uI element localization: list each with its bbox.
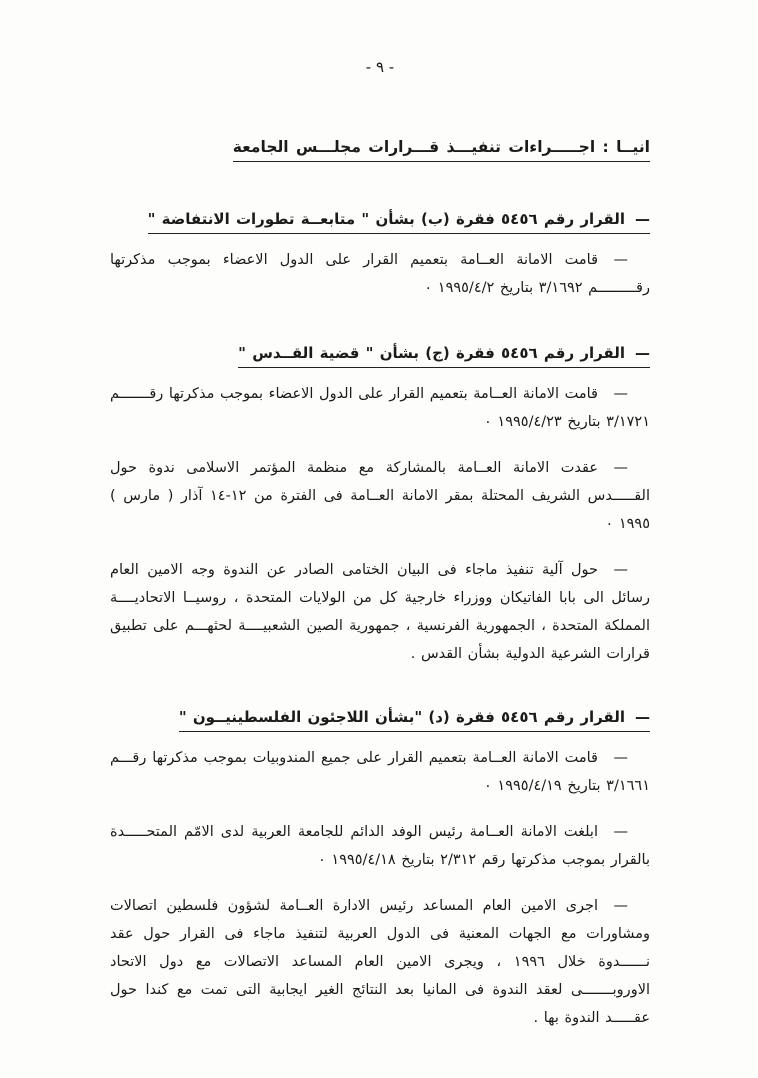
paragraph-item <box>110 246 650 302</box>
decision-title-text: القرار رقم ٥٤٥٦ فقرة (ب) بشأن " متابعــة تطورات الانتفاضة " <box>147 210 625 228</box>
title-dash-marker: — <box>635 344 650 362</box>
decision-title-row <box>110 210 650 228</box>
decision-title-row <box>110 708 650 726</box>
item-dash-marker: — <box>613 750 628 766</box>
decision-title-text: القرار رقم ٥٤٥٦ فقرة (ج) بشأن " قضية القــدس " <box>238 344 625 362</box>
item-dash-marker: — <box>613 898 628 914</box>
decision-section-b <box>110 210 650 302</box>
item-text: قامت الامانة العــامة بتعميم القرار على الدول الاعضاء بموجب مذكرتها رقـــــــم ٣/١٧٢١ بتاريخ ١٩٩٥/٤/٢٣ ٠ <box>109 386 650 430</box>
item-dash-marker: — <box>613 562 628 578</box>
item-text: قامت الامانة العــامة بتعميم القرار على الدول الاعضاء بموجب مذكرتها رقـــــــــم ٣/١٦٩٢ بتاريخ ١٩٩٥/٤/٢ ٠ <box>110 252 650 296</box>
decision-title-underline <box>179 708 650 732</box>
title-dash-marker: — <box>635 210 650 228</box>
paragraph-item <box>110 892 650 1032</box>
decision-title-row <box>110 344 650 362</box>
decision-section-j <box>110 344 650 668</box>
item-dash-marker: — <box>613 252 628 268</box>
item-text: اجرى الامين العام المساعد رئيس الادارة العــامة لشؤون فلسطين اتصالات ومشاورات مع الجهات المعنية فى الدول العربية لتنفيذ ماجاء فى القرار حول عقد نــــــدوة خلال ١٩٩٦ ، ويجرى الامين العام المساعد الاتصالات مع دول الاتحاد الاوروبـــــــى لعقد الندوة فى المانيا بعد النتائج الغير ايجابية التى تمت مع كندا حول عقـــــد الندوة بها . <box>110 898 650 1026</box>
page-number: - ٩ - <box>365 58 395 76</box>
decision-section-d <box>110 708 650 1032</box>
paragraph-item <box>110 744 650 800</box>
paragraph-item <box>110 556 650 668</box>
item-dash-marker: — <box>613 824 628 840</box>
item-text: حول آلية تنفيذ ماجاء فى البيان الختامى الصادر عن الندوة وجه الامين العام رسائل الى بابا الفاتيكان ووزراء خارجية كل من الولايات المتحدة ، روسيــا الاتحاديــــة المملكة المتحدة ، الجمهورية الفرنسية ، جمهورية الصين الشعبيــــة لحثهـــم على تطبيق قرارات الشرعية الدولية بشأن القدس . <box>110 562 650 662</box>
paragraph-item <box>110 818 650 874</box>
item-dash-marker: — <box>613 460 628 476</box>
paragraph-item <box>110 380 650 436</box>
decision-title-text: القرار رقم ٥٤٥٦ فقرة (د) "بشأن اللاجئون الفلسطينيــون " <box>178 708 625 726</box>
decision-title-underline <box>238 344 650 368</box>
main-heading-text: انيــا : اجـــــراءات تنفيـــذ قـــرارات مجلـــس الجامعة <box>233 138 650 162</box>
item-text: قامت الامانة العــامة بتعميم القرار على جميع المندوبيات بموجب مذكرتها رقـــم ٣/١٦٦١ بتاريخ ١٩٩٥/٤/١٩ ٠ <box>110 750 650 794</box>
item-text: عقدت الامانة العــامة بالمشاركة مع منظمة المؤتمر الاسلامى ندوة حول القـــــدس الشريف المحتلة بمقر الامانة العــامة فى الفترة من ١٢-١٤ آذار ( مارس ) ١٩٩٥ ٠ <box>110 460 650 532</box>
title-dash-marker: — <box>635 708 650 726</box>
paragraph-item <box>110 454 650 538</box>
decision-title-underline <box>148 210 650 234</box>
item-dash-marker: — <box>613 386 628 402</box>
main-heading <box>110 138 650 156</box>
item-text: ابلغت الامانة العــامة رئيس الوفد الدائم للجامعة العربية لدى الامّم المتحـــــدة بالقرار بموجب مذكرتها رقم ٢/٣١٢ بتاريخ ١٩٩٥/٤/١٨ ٠ <box>110 824 650 868</box>
